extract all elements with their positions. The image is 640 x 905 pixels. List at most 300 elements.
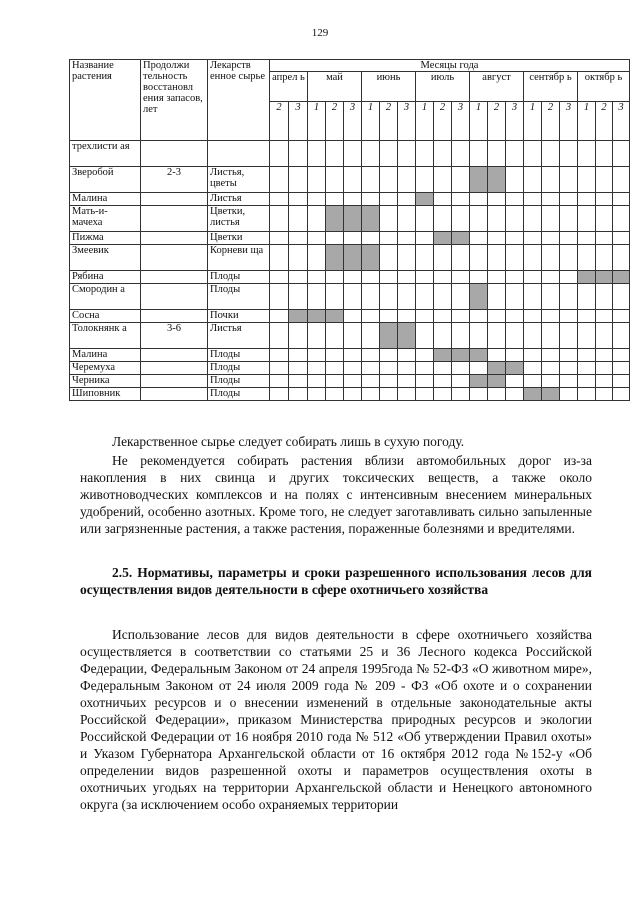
calendar-cell — [596, 284, 613, 310]
calendar-cell — [560, 362, 578, 375]
table-row — [70, 388, 630, 401]
calendar-cell — [362, 375, 380, 388]
calendar-cell — [270, 310, 289, 323]
calendar-cell — [380, 245, 398, 271]
calendar-cell — [344, 388, 362, 401]
calendar-cell — [289, 232, 308, 245]
calendar-cell — [452, 271, 470, 284]
calendar-cell — [289, 349, 308, 362]
table-row — [70, 141, 630, 167]
calendar-cell — [326, 362, 344, 375]
calendar-cell — [270, 232, 289, 245]
calendar-cell — [578, 375, 596, 388]
calendar-cell — [416, 375, 434, 388]
recovery-duration — [141, 388, 208, 401]
calendar-cell — [613, 245, 630, 271]
calendar-cell — [578, 310, 596, 323]
harvest-period-cell — [470, 167, 488, 193]
calendar-cell — [524, 310, 542, 323]
calendar-cell — [380, 167, 398, 193]
header-months-title: Месяцы года — [270, 60, 630, 72]
calendar-cell — [596, 323, 613, 349]
calendar-cell — [452, 167, 470, 193]
calendar-cell — [362, 232, 380, 245]
calendar-cell — [308, 362, 326, 375]
calendar-cell — [308, 193, 326, 206]
raw-material: Плоды — [208, 362, 270, 375]
calendar-cell — [434, 310, 452, 323]
plant-name: Зверобой — [70, 167, 141, 193]
calendar-cell — [380, 375, 398, 388]
table-row — [70, 310, 630, 323]
calendar-cell — [416, 310, 434, 323]
calendar-cell — [362, 362, 380, 375]
calendar-cell — [578, 245, 596, 271]
calendar-cell — [326, 349, 344, 362]
calendar-cell — [542, 284, 560, 310]
calendar-cell — [560, 245, 578, 271]
calendar-cell — [578, 167, 596, 193]
calendar-cell — [488, 206, 506, 232]
decade-header: 1 — [470, 102, 488, 141]
harvest-period-cell — [326, 310, 344, 323]
calendar-cell — [596, 310, 613, 323]
calendar-cell — [434, 206, 452, 232]
harvest-period-cell — [344, 245, 362, 271]
decade-header: 1 — [362, 102, 380, 141]
calendar-cell — [524, 349, 542, 362]
decade-header: 3 — [506, 102, 524, 141]
recovery-duration — [141, 362, 208, 375]
plant-name: Черемуха — [70, 362, 141, 375]
calendar-cell — [270, 362, 289, 375]
table-row — [70, 271, 630, 284]
calendar-cell — [380, 232, 398, 245]
plant-name: Толокнянк а — [70, 323, 141, 349]
calendar-cell — [362, 141, 380, 167]
calendar-cell — [596, 206, 613, 232]
calendar-cell — [434, 362, 452, 375]
calendar-cell — [289, 167, 308, 193]
decade-header: 1 — [524, 102, 542, 141]
calendar-cell — [470, 206, 488, 232]
calendar-cell — [270, 206, 289, 232]
month-april: апрел ь — [270, 72, 308, 102]
calendar-cell — [416, 167, 434, 193]
plant-name: Сосна — [70, 310, 141, 323]
harvest-period-cell — [416, 193, 434, 206]
calendar-cell — [506, 206, 524, 232]
calendar-cell — [613, 323, 630, 349]
calendar-cell — [560, 167, 578, 193]
calendar-cell — [416, 284, 434, 310]
table-row — [70, 245, 630, 271]
calendar-cell — [542, 167, 560, 193]
calendar-cell — [416, 349, 434, 362]
calendar-cell — [452, 323, 470, 349]
harvest-period-cell — [488, 167, 506, 193]
harvest-period-cell — [380, 323, 398, 349]
calendar-cell — [289, 193, 308, 206]
calendar-cell — [524, 232, 542, 245]
calendar-cell — [470, 193, 488, 206]
calendar-cell — [524, 375, 542, 388]
calendar-cell — [380, 141, 398, 167]
harvest-period-cell — [470, 284, 488, 310]
raw-material — [208, 141, 270, 167]
calendar-cell — [326, 375, 344, 388]
decade-header: 2 — [596, 102, 613, 141]
calendar-cell — [560, 271, 578, 284]
calendar-cell — [542, 193, 560, 206]
month-july: июль — [416, 72, 470, 102]
calendar-cell — [560, 206, 578, 232]
recovery-duration — [141, 206, 208, 232]
calendar-cell — [362, 271, 380, 284]
calendar-cell — [488, 349, 506, 362]
calendar-cell — [524, 193, 542, 206]
harvest-calendar-table — [69, 59, 630, 401]
calendar-cell — [542, 349, 560, 362]
calendar-cell — [578, 206, 596, 232]
calendar-cell — [613, 284, 630, 310]
calendar-cell — [398, 349, 416, 362]
calendar-cell — [434, 323, 452, 349]
calendar-cell — [470, 141, 488, 167]
plant-name: Смородин а — [70, 284, 141, 310]
calendar-cell — [452, 375, 470, 388]
calendar-cell — [380, 349, 398, 362]
calendar-cell — [470, 362, 488, 375]
calendar-cell — [344, 349, 362, 362]
page-number: 129 — [311, 27, 329, 39]
calendar-cell — [596, 193, 613, 206]
decade-header: 2 — [488, 102, 506, 141]
calendar-cell — [470, 232, 488, 245]
raw-material: Листья — [208, 323, 270, 349]
calendar-cell — [344, 323, 362, 349]
calendar-cell — [270, 375, 289, 388]
calendar-cell — [326, 271, 344, 284]
calendar-cell — [362, 284, 380, 310]
decade-header: 2 — [434, 102, 452, 141]
harvest-period-cell — [362, 245, 380, 271]
plant-name: Рябина — [70, 271, 141, 284]
calendar-cell — [524, 206, 542, 232]
calendar-cell — [524, 284, 542, 310]
calendar-cell — [326, 141, 344, 167]
calendar-cell — [470, 388, 488, 401]
calendar-cell — [416, 245, 434, 271]
harvest-period-cell — [308, 310, 326, 323]
calendar-cell — [344, 362, 362, 375]
harvest-period-cell — [344, 206, 362, 232]
calendar-cell — [613, 349, 630, 362]
calendar-cell — [416, 206, 434, 232]
calendar-cell — [560, 193, 578, 206]
month-june: июнь — [362, 72, 416, 102]
calendar-cell — [398, 206, 416, 232]
calendar-cell — [596, 388, 613, 401]
calendar-cell — [308, 271, 326, 284]
calendar-cell — [398, 362, 416, 375]
calendar-cell — [344, 375, 362, 388]
calendar-cell — [524, 362, 542, 375]
calendar-cell — [560, 323, 578, 349]
calendar-cell — [578, 232, 596, 245]
recovery-duration — [141, 232, 208, 245]
calendar-cell — [488, 193, 506, 206]
table-row — [70, 375, 630, 388]
plant-name: Змеевик — [70, 245, 141, 271]
calendar-cell — [398, 284, 416, 310]
calendar-cell — [578, 362, 596, 375]
calendar-cell — [470, 310, 488, 323]
calendar-cell — [613, 375, 630, 388]
calendar-cell — [362, 167, 380, 193]
calendar-cell — [289, 284, 308, 310]
calendar-cell — [344, 310, 362, 323]
calendar-cell — [613, 206, 630, 232]
plant-name: Мать-и-мачеха — [70, 206, 141, 232]
calendar-cell — [560, 284, 578, 310]
table-row — [70, 167, 630, 193]
calendar-cell — [289, 323, 308, 349]
recovery-duration — [141, 310, 208, 323]
plant-name: трехлисти ая — [70, 141, 141, 167]
calendar-cell — [613, 362, 630, 375]
header-plant: Название растения — [70, 60, 141, 141]
month-august: август — [470, 72, 524, 102]
calendar-cell — [542, 141, 560, 167]
raw-material: Плоды — [208, 349, 270, 362]
calendar-cell — [506, 323, 524, 349]
calendar-cell — [308, 232, 326, 245]
calendar-cell — [308, 349, 326, 362]
recovery-duration — [141, 271, 208, 284]
calendar-cell — [506, 232, 524, 245]
calendar-cell — [506, 193, 524, 206]
calendar-cell — [452, 284, 470, 310]
calendar-cell — [289, 245, 308, 271]
recovery-duration — [141, 375, 208, 388]
raw-material: Цветки, листья — [208, 206, 270, 232]
calendar-cell — [416, 323, 434, 349]
calendar-cell — [506, 167, 524, 193]
calendar-cell — [380, 284, 398, 310]
harvest-period-cell — [398, 323, 416, 349]
calendar-cell — [362, 388, 380, 401]
recovery-duration — [141, 245, 208, 271]
calendar-cell — [452, 193, 470, 206]
harvest-period-cell — [289, 310, 308, 323]
calendar-cell — [326, 323, 344, 349]
harvest-period-cell — [326, 245, 344, 271]
table-row — [70, 232, 630, 245]
plant-name: Черника — [70, 375, 141, 388]
calendar-cell — [506, 375, 524, 388]
calendar-cell — [524, 323, 542, 349]
calendar-cell — [416, 141, 434, 167]
calendar-cell — [488, 245, 506, 271]
month-may: май — [308, 72, 362, 102]
harvest-period-cell — [488, 375, 506, 388]
harvest-period-cell — [326, 206, 344, 232]
calendar-cell — [308, 375, 326, 388]
calendar-cell — [596, 375, 613, 388]
raw-material: Цветки — [208, 232, 270, 245]
calendar-cell — [506, 245, 524, 271]
table-row — [70, 323, 630, 349]
calendar-cell — [434, 388, 452, 401]
calendar-cell — [524, 271, 542, 284]
calendar-cell — [560, 310, 578, 323]
decade-header: 2 — [326, 102, 344, 141]
decade-header: 3 — [344, 102, 362, 141]
calendar-cell — [488, 388, 506, 401]
calendar-cell — [270, 349, 289, 362]
raw-material: Плоды — [208, 271, 270, 284]
calendar-cell — [560, 232, 578, 245]
calendar-cell — [613, 193, 630, 206]
calendar-cell — [542, 245, 560, 271]
calendar-cell — [344, 193, 362, 206]
calendar-cell — [289, 141, 308, 167]
calendar-cell — [470, 271, 488, 284]
plant-name: Малина — [70, 349, 141, 362]
recovery-duration — [141, 349, 208, 362]
plant-name: Шиповник — [70, 388, 141, 401]
calendar-cell — [380, 388, 398, 401]
decade-header: 2 — [270, 102, 289, 141]
calendar-cell — [326, 232, 344, 245]
calendar-cell — [308, 141, 326, 167]
calendar-cell — [596, 362, 613, 375]
calendar-cell — [578, 284, 596, 310]
calendar-cell — [596, 232, 613, 245]
calendar-cell — [542, 206, 560, 232]
harvest-period-cell — [434, 232, 452, 245]
calendar-cell — [524, 167, 542, 193]
raw-material: Плоды — [208, 388, 270, 401]
calendar-cell — [308, 284, 326, 310]
calendar-cell — [398, 310, 416, 323]
calendar-cell — [380, 271, 398, 284]
recovery-duration: 2-3 — [141, 167, 208, 193]
calendar-cell — [452, 388, 470, 401]
calendar-cell — [344, 167, 362, 193]
calendar-cell — [452, 310, 470, 323]
decade-header: 1 — [308, 102, 326, 141]
raw-material: Листья — [208, 193, 270, 206]
calendar-cell — [524, 141, 542, 167]
calendar-cell — [326, 167, 344, 193]
calendar-cell — [380, 206, 398, 232]
raw-material: Плоды — [208, 375, 270, 388]
calendar-cell — [596, 167, 613, 193]
raw-material: Корневи ща — [208, 245, 270, 271]
calendar-cell — [434, 167, 452, 193]
calendar-cell — [596, 349, 613, 362]
calendar-cell — [506, 349, 524, 362]
harvest-period-cell — [362, 206, 380, 232]
calendar-cell — [560, 349, 578, 362]
recovery-duration — [141, 284, 208, 310]
raw-material: Почки — [208, 310, 270, 323]
calendar-cell — [270, 245, 289, 271]
calendar-cell — [362, 310, 380, 323]
calendar-cell — [344, 232, 362, 245]
calendar-cell — [542, 375, 560, 388]
calendar-cell — [308, 167, 326, 193]
calendar-cell — [542, 323, 560, 349]
calendar-cell — [398, 167, 416, 193]
calendar-cell — [524, 245, 542, 271]
calendar-cell — [434, 141, 452, 167]
calendar-cell — [380, 193, 398, 206]
raw-material: Листья, цветы — [208, 167, 270, 193]
calendar-cell — [452, 362, 470, 375]
calendar-cell — [416, 232, 434, 245]
harvest-period-cell — [452, 232, 470, 245]
table-row — [70, 349, 630, 362]
calendar-cell — [308, 323, 326, 349]
calendar-cell — [452, 141, 470, 167]
calendar-cell — [488, 232, 506, 245]
calendar-cell — [398, 271, 416, 284]
calendar-cell — [542, 271, 560, 284]
calendar-cell — [416, 271, 434, 284]
harvest-period-cell — [578, 271, 596, 284]
recovery-duration — [141, 193, 208, 206]
month-september: сентябр ь — [524, 72, 578, 102]
calendar-cell — [270, 271, 289, 284]
calendar-cell — [542, 362, 560, 375]
recovery-duration: 3-6 — [141, 323, 208, 349]
calendar-cell — [560, 141, 578, 167]
plant-name: Малина — [70, 193, 141, 206]
calendar-cell — [578, 193, 596, 206]
calendar-cell — [488, 141, 506, 167]
calendar-cell — [434, 284, 452, 310]
calendar-cell — [506, 310, 524, 323]
calendar-cell — [398, 245, 416, 271]
header-duration: Продолжи тельность восстановл ения запасов, лет — [141, 60, 208, 141]
calendar-cell — [344, 141, 362, 167]
calendar-cell — [578, 388, 596, 401]
calendar-cell — [506, 141, 524, 167]
calendar-cell — [434, 193, 452, 206]
calendar-cell — [270, 284, 289, 310]
harvest-period-cell — [596, 271, 613, 284]
calendar-cell — [326, 193, 344, 206]
calendar-cell — [488, 323, 506, 349]
decade-header: 1 — [416, 102, 434, 141]
table-row — [70, 193, 630, 206]
table-row — [70, 362, 630, 375]
calendar-cell — [289, 388, 308, 401]
harvest-period-cell — [470, 349, 488, 362]
calendar-cell — [613, 167, 630, 193]
table-row — [70, 206, 630, 232]
calendar-cell — [326, 388, 344, 401]
calendar-cell — [434, 245, 452, 271]
calendar-cell — [289, 375, 308, 388]
harvest-period-cell — [613, 271, 630, 284]
calendar-cell — [362, 193, 380, 206]
calendar-cell — [434, 375, 452, 388]
harvest-period-cell — [434, 349, 452, 362]
